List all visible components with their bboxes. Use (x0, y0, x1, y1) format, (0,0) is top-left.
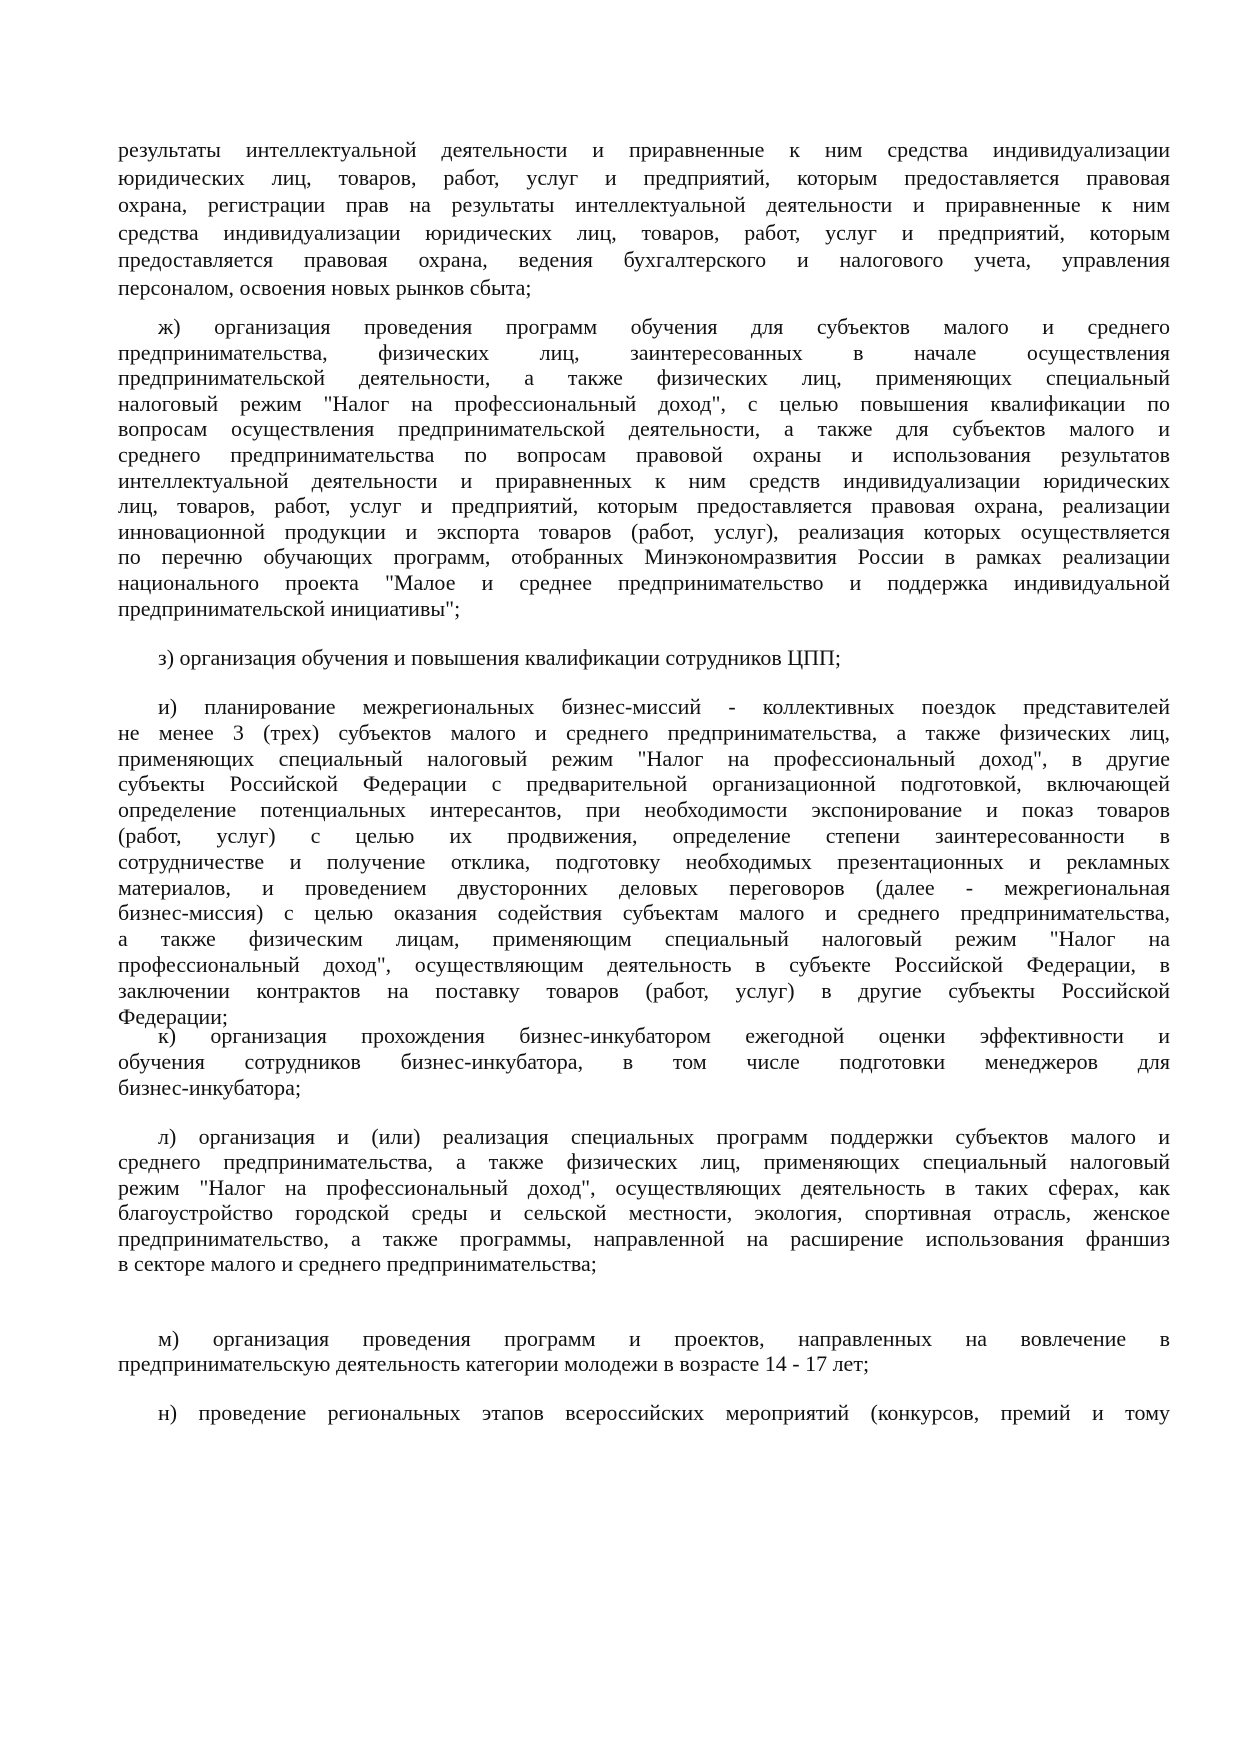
text-line: и) планирование межрегиональных бизнес-миссий - коллективных поездок представителей (158, 694, 1170, 719)
text-line: предпринимательской инициативы"; (118, 595, 461, 621)
text-line: применяющих специальный налоговый режим "Налог на профессиональный доход", в другие (118, 745, 1170, 771)
text-line: л) организация и (или) реализация специальных программ поддержки субъектов малого и (158, 1124, 1170, 1149)
text-line: бизнес-миссия) с целью оказания содействия субъектам малого и среднего предпринимательства, (118, 900, 1170, 926)
text-line: по перечню обучающих программ, отобранных Минэкономразвития России в рамках реализации (118, 544, 1170, 570)
text-line: персоналом, освоения новых рынков сбыта; (118, 274, 532, 300)
text-line: инновационной продукции и экспорта товаров (работ, услуг), реализация которых осуществляется (118, 518, 1170, 544)
paragraph (118, 1124, 1170, 1276)
text-line: вопросам осуществления предпринимательской деятельности, а также для субъектов малого и (118, 416, 1170, 442)
text-line: ж) организация проведения программ обучения для субъектов малого и среднего (158, 314, 1170, 339)
text-line: определение потенциальных интересантов, при необходимости экспонирование и показ товаров (118, 797, 1170, 823)
text-line: предоставляется правовая охрана, ведения бухгалтерского и налогового учета, управления (118, 247, 1170, 273)
text-line: предпринимательства, физических лиц, заинтересованных в начале осуществления (118, 339, 1170, 365)
text-line: бизнес-инкубатора; (118, 1075, 302, 1100)
text-line: среднего предпринимательства, а также физических лиц, применяющих специальный налоговый (118, 1149, 1170, 1175)
text-line: предпринимательскую деятельность категории молодежи в возрасте 14 - 17 лет; (118, 1351, 870, 1377)
text-line: заключении контрактов на поставку товаров (работ, услуг) в другие субъекты Российской (118, 977, 1170, 1003)
text-line: предпринимательской деятельности, а также физических лиц, применяющих специальный (118, 365, 1170, 391)
text-line: в секторе малого и среднего предпринимательства; (118, 1250, 597, 1276)
text-line: материалов, и проведением двусторонних деловых переговоров (далее - межрегиональная (118, 874, 1170, 900)
text-line: з) организация обучения и повышения квалификации сотрудников ЦПП; (158, 645, 842, 670)
paragraph (118, 1400, 1170, 1425)
text-line: результаты интеллектуальной деятельности и приравненные к ним средства индивидуализации (118, 137, 1170, 162)
text-line: интеллектуальной деятельности и приравненных к ним средств индивидуализации юридических (118, 467, 1170, 493)
text-line: обучения сотрудников бизнес-инкубатора, в том числе подготовки менеджеров для (118, 1049, 1170, 1074)
text-line: средства индивидуализации юридических лиц, товаров, работ, услуг и предприятий, которым (118, 219, 1170, 245)
text-line: налоговый режим "Налог на профессиональный доход", с целью повышения квалификации по (118, 390, 1170, 416)
text-line: Федерации; (118, 1003, 229, 1029)
text-line: юридических лиц, товаров, работ, услуг и предприятий, которым предоставляется правовая (118, 164, 1170, 190)
text-line: субъекты Российской Федерации с предварительной организационной подготовкой, включающей (118, 771, 1170, 797)
text-line: (работ, услуг) с целью их продвижения, определение степени заинтересованности в (118, 822, 1170, 848)
paragraph (118, 1023, 1170, 1101)
paragraph (118, 136, 1170, 302)
text-line: режим "Налог на профессиональный доход", осуществляющих деятельность в таких сферах, как (118, 1174, 1170, 1200)
text-line: сотрудничестве и получение отклика, подготовку необходимых презентационных и рекламных (118, 848, 1170, 874)
paragraph (118, 694, 1170, 1029)
text-line: национального проекта "Малое и среднее предпринимательство и поддержка индивидуальной (118, 569, 1170, 595)
text-line: предпринимательство, а также программы, направленной на расширение использования франшиз (118, 1225, 1170, 1251)
text-line: м) организация проведения программ и проектов, направленных на вовлечение в (158, 1326, 1170, 1351)
text-line: а также физическим лицам, применяющим специальный налоговый режим "Налог на (118, 926, 1170, 952)
text-line: среднего предпринимательства по вопросам правовой охраны и использования результатов (118, 441, 1170, 467)
text-line: охрана, регистрации прав на результаты интеллектуальной деятельности и приравненные к ним (118, 192, 1170, 218)
paragraph (118, 1326, 1170, 1377)
paragraph (118, 645, 1170, 671)
text-line: лиц, товаров, работ, услуг и предприятий, которым предоставляется правовая охрана, реализации (118, 493, 1170, 519)
text-line: н) проведение региональных этапов всероссийских мероприятий (конкурсов, премий и тому (158, 1400, 1170, 1425)
text-line: не менее 3 (трех) субъектов малого и среднего предпринимательства, а также физических лиц, (118, 719, 1170, 745)
text-line: профессиональный доход", осуществляющим деятельность в субъекте Российской Федерации, в (118, 951, 1170, 977)
text-line: к) организация прохождения бизнес-инкубатором ежегодной оценки эффективности и (158, 1023, 1170, 1048)
text-line: благоустройство городской среды и сельской местности, экология, спортивная отрасль, женское (118, 1200, 1170, 1226)
paragraph (118, 314, 1170, 621)
